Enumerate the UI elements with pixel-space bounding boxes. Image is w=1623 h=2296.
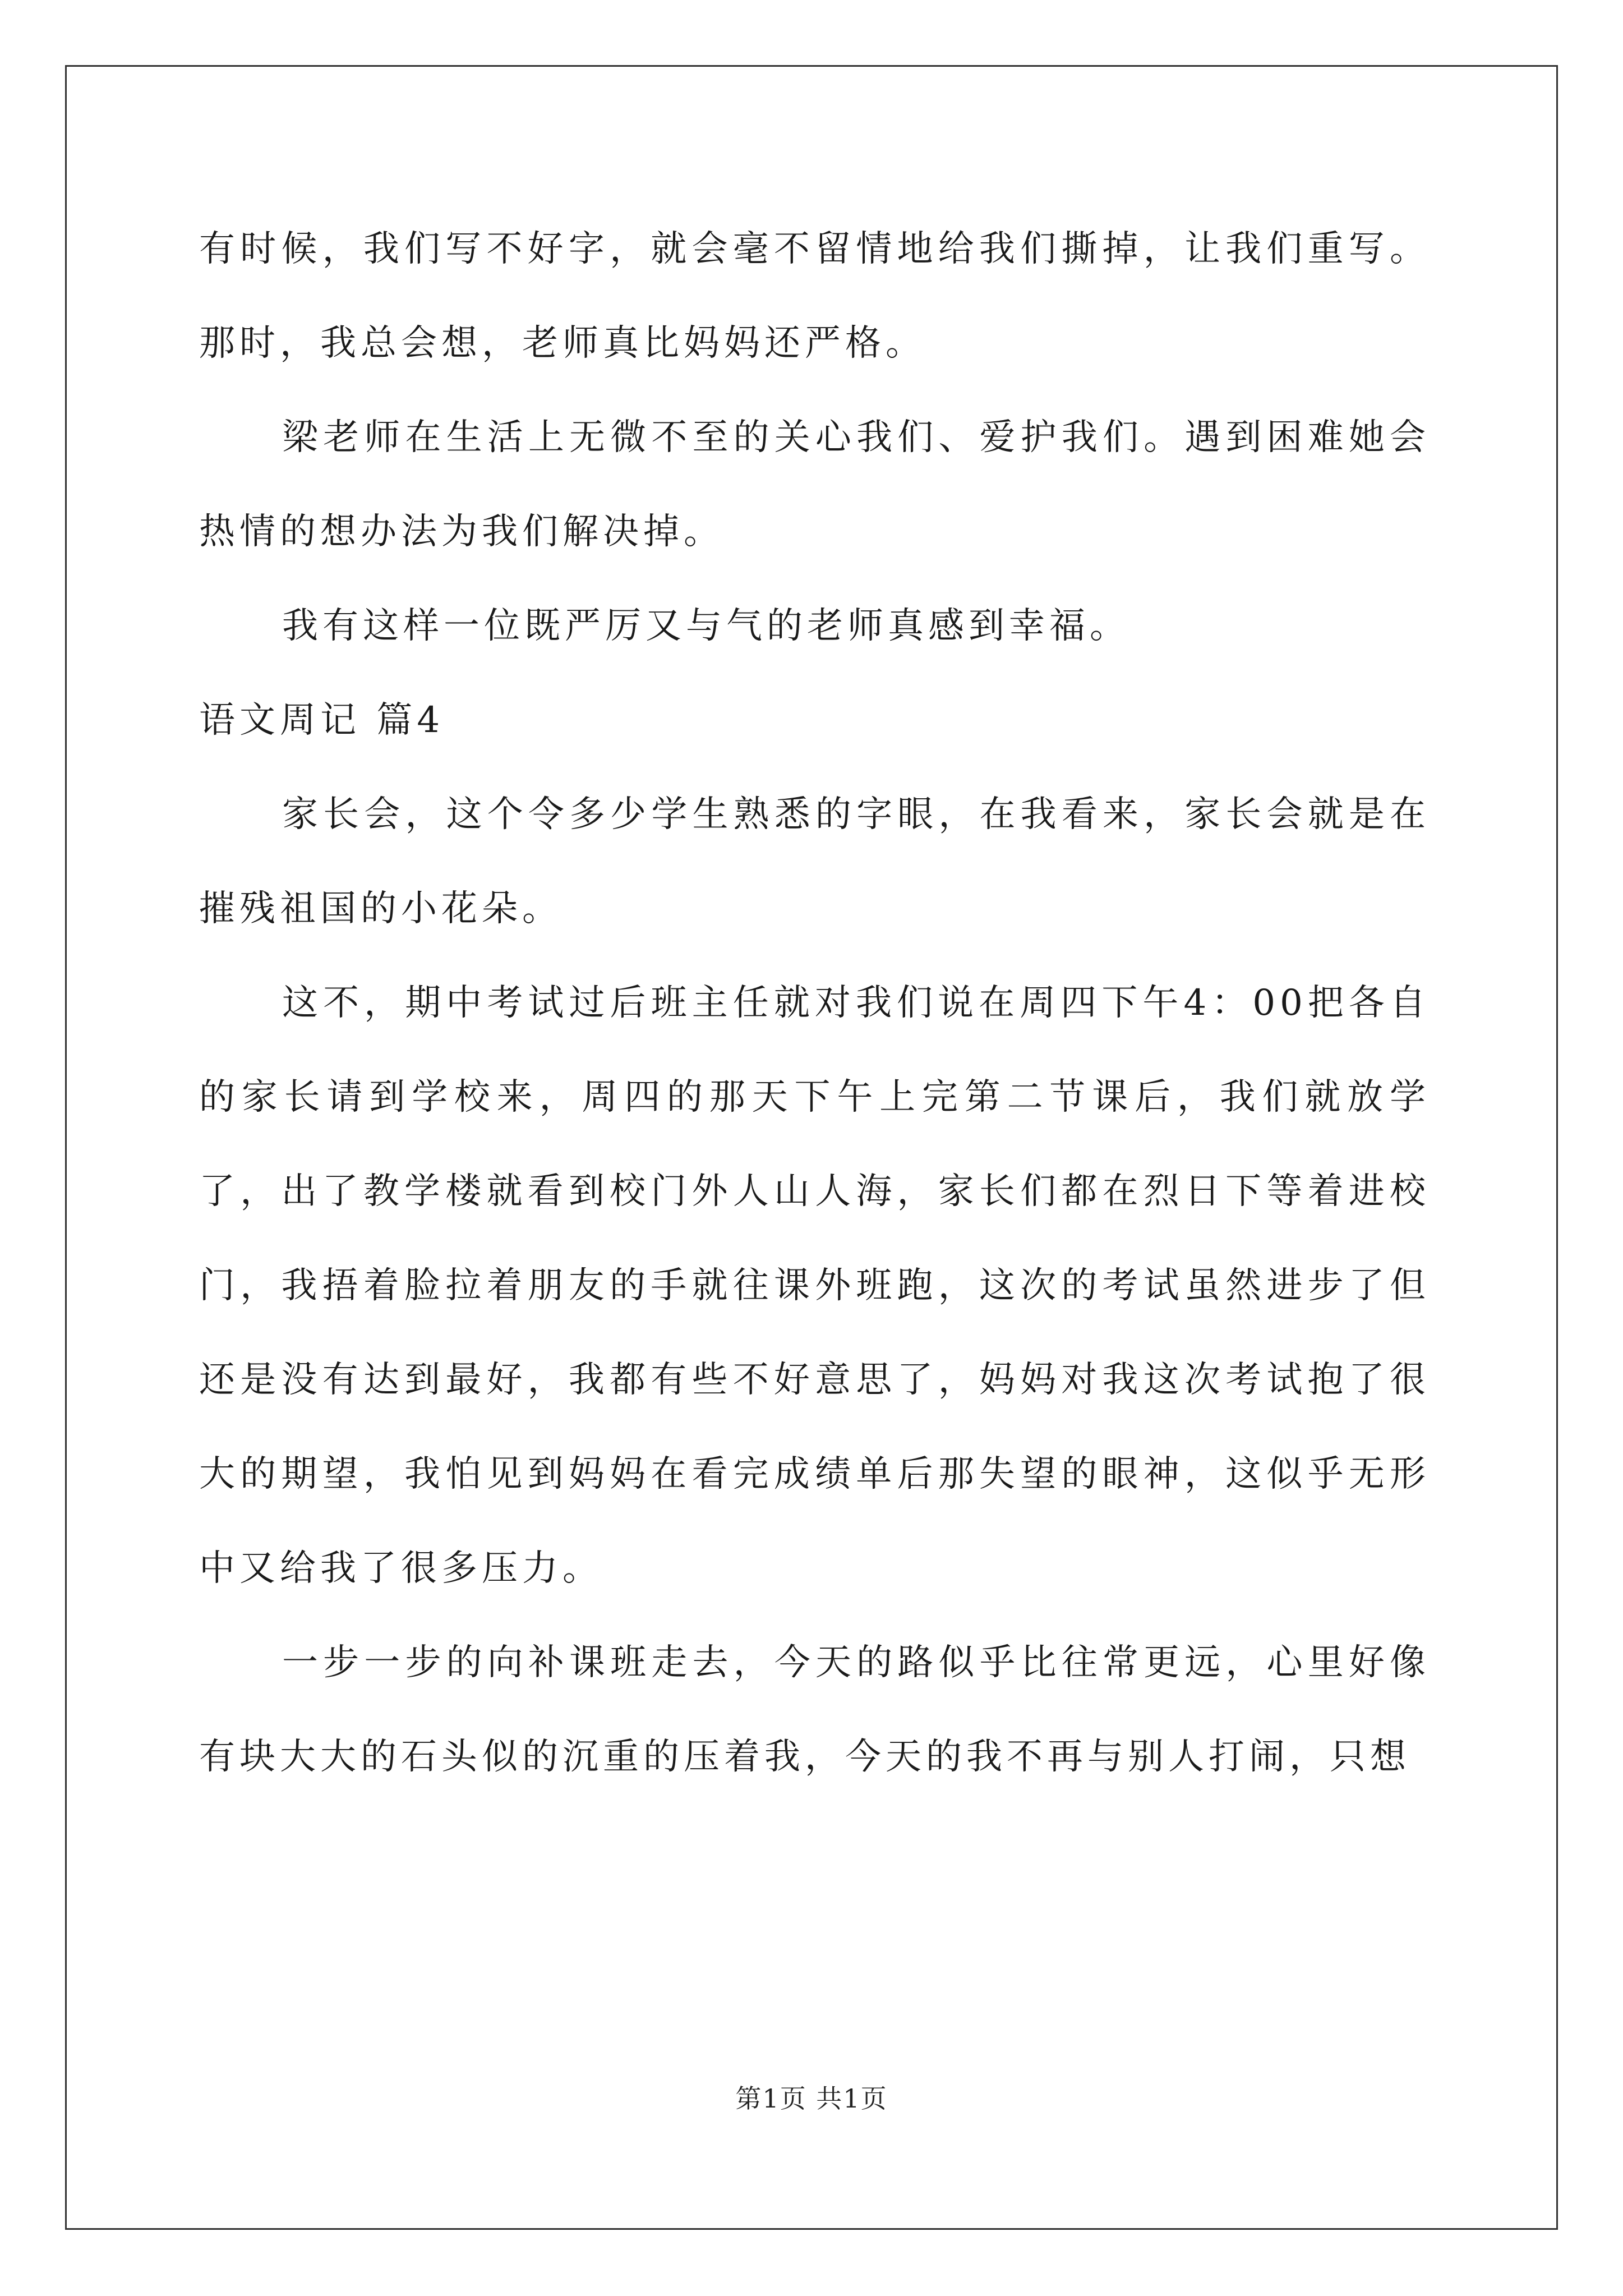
paragraph: 梁老师在生活上无微不至的关心我们、爱护我们。遇到困难她会热情的想办法为我们解决掉。 — [199, 417, 1430, 553]
section-heading: 语文周记 篇4 — [199, 700, 445, 741]
paragraph: 有时候，我们写不好字，就会毫不留情地给我们撕掉，让我们重写。那时，我总会想，老师真比妈妈还严格。 — [199, 228, 1430, 364]
document-body — [199, 202, 1430, 1804]
paragraph: 我有这样一位既严厉又与气的老师真感到幸福。 — [282, 605, 1130, 647]
page-footer: 第1页 共1页 — [735, 2083, 888, 2114]
paragraph: 家长会，这个令多少学生熟悉的字眼，在我看来，家长会就是在摧残祖国的小花朵。 — [199, 794, 1430, 930]
paragraph: 一步一步的向补课班走去，今天的路似乎比往常更远，心里好像有块大大的石头似的沉重的压着我，今天的我不再与别人打闹，只想 — [199, 1642, 1430, 1778]
paragraph: 这不，期中考试过后班主任就对我们说在周四下午4：00把各自的家长请到学校来，周四的那天下午上完第二节课后，我们就放学了，出了教学楼就看到校门外人山人海，家长们都在烈日下等着进校门，我捂着脸拉着朋友的手就往课外班跑，这次的考试虽然进步了但还是没有达到最好，我都有些不好意思了，妈妈对我这次考试抱了很大的期望，我怕见到妈妈在看完成绩单后那失望的眼神，这似乎无形中又给我了很多压力。 — [199, 982, 1430, 1589]
